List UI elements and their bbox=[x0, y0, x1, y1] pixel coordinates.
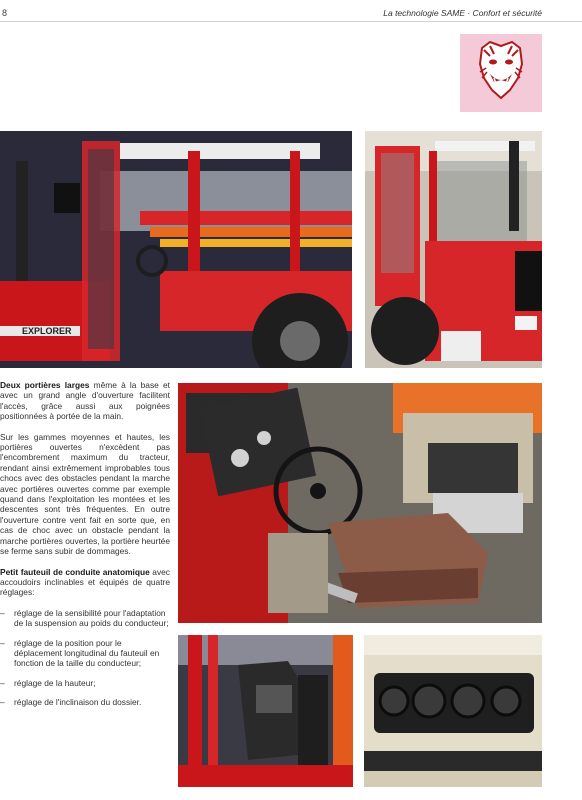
paragraph-doors bbox=[0, 380, 170, 422]
paragraph-seat bbox=[0, 567, 170, 598]
paragraph-seat-heading: Petit fauteuil de conduite anatomique bbox=[0, 566, 150, 577]
list-item-text: réglage de la position pour le déplacement longitudinal du fauteuil en fonction de la taille du conducteur; bbox=[14, 637, 160, 669]
same-tiger-head-logo-icon bbox=[460, 34, 542, 112]
page-number: 8 bbox=[2, 8, 8, 18]
photo-tractor-front bbox=[365, 131, 542, 368]
photo-tractor-cab bbox=[0, 131, 352, 368]
seat-armrest-detail-photo-icon bbox=[178, 635, 353, 787]
header-title: La technologie SAME · Confort et sécurité bbox=[383, 8, 542, 18]
seat-adjustments-list bbox=[0, 608, 170, 708]
body-text-column bbox=[0, 380, 170, 717]
paragraph-ranges: Sur les gammes moyennes et hautes, les portières ouvertes n'excèdent pas l'encombrement maximum du tracteur, rendant ainsi extrêmement improbables tous chocs avec des obstacles pendant la marche avec portières ouvertes comme par exemple quand dans l'exploitation les montées et les descentes sont très fréquentes. En outre l'ouverture contre vent fait en sorte que, en cas de choc avec un obstacle pendant la marche portières ouvertes, la portière heurtée se ferme sans subir de dommages. bbox=[0, 431, 170, 557]
dash-bullet: – bbox=[0, 697, 5, 708]
photo-cab-interior bbox=[178, 383, 542, 623]
list-item-text: réglage de la hauteur; bbox=[14, 677, 96, 688]
photo-seat-armrest bbox=[178, 635, 353, 787]
photo-ventilation bbox=[364, 635, 542, 787]
explorer-model-badge: EXPLORER bbox=[22, 326, 72, 336]
list-item-text: réglage de l'inclinaison du dossier. bbox=[14, 697, 142, 708]
tractor-cab-open-door-photo-icon bbox=[0, 131, 352, 368]
paragraph-doors-text: même à la base et avec un grand angle d'ouverture facilitent l'accès, grâce aussi aux poignées positionnées à portée de la main. bbox=[0, 380, 170, 422]
paragraph-seat-text: avec accoudoirs inclinables et équipés de quatre réglages: bbox=[0, 566, 170, 598]
logo-box bbox=[460, 34, 542, 112]
cab-interior-steering-seat-photo-icon bbox=[178, 383, 542, 623]
list-item bbox=[0, 608, 170, 629]
dash-bullet: – bbox=[0, 637, 5, 648]
header-rule bbox=[0, 21, 582, 22]
list-item bbox=[0, 638, 170, 669]
dash-bullet: – bbox=[0, 607, 5, 618]
paragraph-doors-heading: Deux portières larges bbox=[0, 380, 90, 390]
list-item-text: réglage de la sensibilité pour l'adaptation de la suspension au poids du conducteur; bbox=[14, 607, 169, 629]
list-item bbox=[0, 697, 170, 707]
dash-bullet: – bbox=[0, 677, 5, 688]
tractor-front-open-door-photo-icon bbox=[365, 131, 542, 368]
ventilation-vents-photo-icon bbox=[364, 635, 542, 787]
list-item bbox=[0, 678, 170, 688]
